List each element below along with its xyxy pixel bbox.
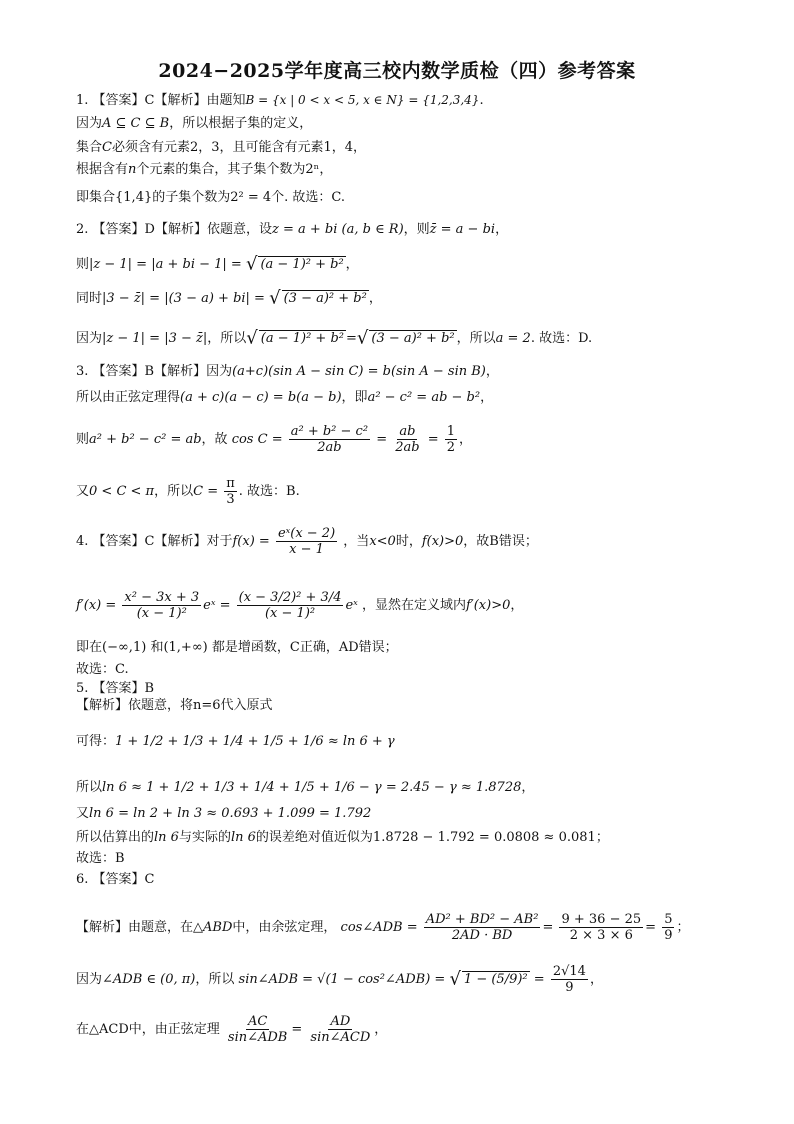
fraction — [559, 912, 643, 943]
q1-line-1: 1. 【答案】C【解析】由题知B = {x | 0 < x < 5, x ∈ N} = {1,2,3,4}. — [76, 93, 484, 108]
denominator: 2ab — [395, 440, 420, 455]
fraction — [445, 424, 457, 455]
q3-line-1 — [76, 364, 499, 380]
denominator: (x − 1)² — [136, 606, 187, 621]
text: 所以估算出的 — [76, 830, 155, 845]
fraction — [276, 526, 337, 557]
q1-line-2 — [76, 116, 312, 132]
numerator: π — [226, 476, 235, 491]
text: ，所以 — [456, 331, 496, 346]
math: = — [645, 920, 657, 935]
math: sin∠ADB = √(1 − cos²∠ADB) = — [238, 972, 446, 987]
math: A ⊆ C ⊆ B — [102, 116, 170, 131]
math: f′(x) = — [76, 598, 117, 613]
math: ln 6 = ln 2 + ln 3 ≈ 0.693 + 1.099 = 1.792 — [89, 806, 372, 821]
text: 即集合 — [76, 190, 116, 205]
q5-line-7: 故选：B — [76, 851, 125, 866]
denominator: 2AD · BD — [451, 928, 513, 943]
numerator: 5 — [664, 912, 673, 927]
sqrt-icon: √ — [356, 327, 369, 349]
text: ， — [485, 364, 499, 379]
math: z̄ = a − bi — [429, 222, 496, 237]
math: (a + c)(a − c) = b(a − b) — [180, 390, 342, 405]
denominator: x − 1 — [289, 542, 324, 557]
math: x<0 — [369, 534, 396, 549]
text: 根据含有 — [76, 162, 129, 177]
math: z = a + bi (a, b ∈ R) — [271, 222, 404, 237]
numerator: 2√14 — [552, 964, 586, 979]
text: ， — [589, 972, 603, 987]
math: |3 − z̄| = |(3 − a) + bi| = — [102, 291, 265, 306]
text: 必须含有元素2，3，且可能含有元素1，4， — [111, 140, 367, 155]
fraction — [393, 424, 421, 455]
q6-line-2 — [76, 912, 690, 943]
denominator: 9 — [664, 928, 673, 943]
math: 1.8728 − 1.792 = 0.0808 ≈ 0.081 — [372, 830, 596, 845]
q4-line-1 — [76, 526, 538, 557]
text: ； — [595, 830, 609, 845]
q3-head: 3. 【答案】B【解析】因为 — [76, 364, 233, 379]
denominator: 2 — [446, 440, 456, 455]
q2-head: 2. 【答案】D【解析】依题意，设 — [76, 222, 272, 237]
numerator: x² − 3x + 3 — [124, 590, 200, 605]
text: 即在 — [76, 640, 103, 655]
text: ，当 — [343, 534, 370, 549]
q5-line-5 — [76, 806, 371, 822]
math: = — [345, 331, 357, 346]
text: ， — [374, 1022, 388, 1037]
text: ； — [676, 920, 690, 935]
text: . 故选：B. — [238, 484, 300, 499]
q5-line-2: 【解析】依题意，将n=6代入原式 — [76, 698, 273, 713]
q6-line-4 — [76, 1014, 387, 1045]
text: 因为 — [76, 331, 103, 346]
text: ，故B错误； — [463, 534, 538, 549]
fraction — [122, 590, 201, 621]
fraction — [237, 590, 344, 621]
math: = — [427, 432, 439, 447]
text: 在△ACD中，由正弦定理 — [76, 1022, 220, 1037]
math: {1,4} — [115, 190, 153, 205]
numerator: (x − 3/2)² + 3/4 — [238, 590, 342, 605]
q3-line-2 — [76, 390, 493, 406]
math: a² + b² − c² = ab — [89, 432, 202, 447]
q6-line-3: 因为∠ADB ∈ (0, π)，所以 sin∠ADB = √(1 − cos²∠ADB) = √ 1 − (5/9)² = $\frac{2√14}{9}$ ， — [76, 964, 603, 995]
text: ，故 — [201, 432, 228, 447]
text: 同时 — [76, 291, 103, 306]
math: (−∞,1) — [102, 640, 147, 655]
text: 和 — [150, 640, 164, 655]
text: ， — [510, 598, 524, 613]
q2-line-2 — [76, 253, 359, 275]
fraction — [226, 1014, 289, 1045]
math: (3 − a)² + b² — [371, 331, 455, 346]
math: 1 − (5/9)² — [463, 972, 528, 987]
page-title: 2024−2025学年度高三校内数学质检（四）参考答案 — [158, 60, 636, 82]
text: 集合 — [76, 140, 103, 155]
math: ln 6 ≈ 1 + 1/2 + 1/3 + 1/4 + 1/5 + 1/6 − γ = 2.45 − γ ≈ 1.8728 — [102, 780, 522, 795]
text: ， — [495, 222, 509, 237]
q5-line-1: 5. 【答案】B — [76, 681, 155, 696]
text: ， — [480, 390, 494, 405]
math: |z − 1| = |3 − z̄| — [102, 331, 208, 346]
denominator: 9 — [565, 980, 574, 995]
text: ，则 — [403, 222, 430, 237]
q1-line-5 — [76, 190, 345, 206]
numerator: AC — [247, 1014, 268, 1029]
sqrt-icon: √ — [246, 327, 258, 349]
text: 则 — [76, 432, 90, 447]
numerator: 9 + 36 − 25 — [561, 912, 642, 927]
denominator: 2 × 3 × 6 — [569, 928, 633, 943]
math: = — [291, 1022, 303, 1037]
text: ，所以 — [154, 484, 194, 499]
sqrt-icon: √ — [245, 253, 258, 275]
fraction — [224, 476, 237, 507]
math: 2² = 4 — [230, 190, 272, 205]
math: C = — [193, 484, 219, 499]
math: ln 6 — [154, 830, 179, 845]
q5-line-4 — [76, 780, 534, 796]
q5-line-6 — [76, 830, 609, 846]
q1-set-def: B = {x | 0 < x < 5, x ∈ N} = {1,2,3,4} — [245, 93, 480, 107]
math: f(x)>0 — [421, 534, 464, 549]
fraction — [551, 964, 588, 995]
text: ，所以 — [195, 972, 235, 987]
text: ，即 — [341, 390, 368, 405]
numerator: a² + b² − c² — [290, 424, 369, 439]
denominator: (x − 1)² — [264, 606, 316, 621]
numerator: AD² + BD² − AB² — [425, 912, 539, 927]
math: f′(x)>0 — [465, 598, 511, 613]
text: 个. 故选：C. — [271, 190, 346, 205]
q2-line-4 — [76, 327, 593, 349]
math: eˣ = — [203, 598, 231, 613]
text: 【解析】由题意，在 — [76, 920, 194, 935]
math: ln 6 — [230, 830, 256, 845]
text: ， — [521, 780, 535, 795]
denominator: sin∠ADB — [227, 1030, 288, 1045]
fraction — [308, 1014, 372, 1045]
numerator: 1 — [446, 424, 456, 439]
text: 因为 — [76, 972, 103, 987]
fraction — [289, 424, 370, 455]
denominator: 3 — [226, 492, 235, 507]
q5-line-3 — [76, 734, 395, 750]
math: △ABD — [193, 920, 233, 935]
math: 1 + 1/2 + 1/3 + 1/4 + 1/5 + 1/6 ≈ ln 6 + γ — [115, 734, 395, 749]
math: 2ⁿ — [305, 162, 320, 177]
text: 与实际的 — [178, 830, 231, 845]
text: ， — [368, 291, 382, 306]
text: 时， — [395, 534, 422, 549]
q4-line-2 — [76, 590, 523, 621]
q2-line-3 — [76, 287, 382, 309]
math: eˣ — [345, 598, 358, 613]
denominator: 2ab — [317, 440, 342, 455]
text: ，显然在定义域内 — [361, 598, 466, 613]
sqrt-icon: √ — [269, 287, 281, 309]
text: ，所以 — [207, 331, 247, 346]
q1-line-3 — [76, 140, 366, 156]
q1-head: 1. 【答案】C【解析】由题知 — [76, 93, 246, 108]
q4-head: 4. 【答案】C【解析】对于 — [76, 534, 233, 549]
math: a² − c² = ab − b² — [367, 390, 481, 405]
text: 可得： — [76, 734, 116, 749]
text: 因为 — [76, 116, 103, 131]
text: ， — [319, 162, 333, 177]
math: 0 < C < π — [89, 484, 155, 499]
text: ，所以根据子集的定义， — [169, 116, 313, 131]
math: a = 2 — [495, 331, 531, 346]
math: (3 − a)² + b² — [283, 291, 367, 306]
sqrt-icon: √ — [449, 968, 461, 990]
denominator: sin∠ACD — [310, 1030, 371, 1045]
text: 中，由余弦定理， — [232, 920, 337, 935]
text: 的误差绝对值近似为 — [255, 830, 373, 845]
q1-line-4 — [76, 162, 332, 178]
math: = — [376, 432, 388, 447]
text: 所以 — [76, 780, 103, 795]
math: (a − 1)² + b² — [260, 331, 344, 346]
text: 又 — [76, 484, 90, 499]
text: 个元素的集合，其子集个数为 — [136, 162, 306, 177]
q4-line-3 — [76, 640, 398, 656]
math: (a+c)(sin A − sin C) = b(sin A − sin B) — [232, 364, 486, 379]
numerator: AD — [330, 1014, 351, 1029]
fraction — [424, 912, 541, 943]
math: (a − 1)² + b² — [260, 257, 344, 272]
fraction — [662, 912, 674, 943]
q2-line-1 — [76, 222, 508, 238]
text: . 故选：D. — [530, 331, 593, 346]
q4-line-4: 故选：C. — [76, 662, 129, 677]
math: (1,+∞) — [163, 640, 208, 655]
text: 的子集个数为 — [152, 190, 231, 205]
math: = — [542, 920, 554, 935]
numerator: eˣ(x − 2) — [277, 526, 336, 541]
numerator: ab — [399, 424, 416, 439]
q6-line-1: 6. 【答案】C — [76, 872, 155, 887]
text: 又 — [76, 806, 90, 821]
text: 所以由正弦定理得 — [76, 390, 181, 405]
math: cos∠ADB = — [340, 920, 418, 935]
math: ∠ADB ∈ (0, π) — [102, 972, 196, 987]
math: cos C = — [231, 432, 283, 447]
text: ， — [459, 432, 473, 447]
math: C — [102, 140, 112, 155]
q3-line-4 — [76, 476, 300, 507]
text: ， — [345, 257, 359, 272]
text: 都是增函数，C正确，AD错误； — [211, 640, 398, 655]
math: |z − 1| = |a + bi − 1| = — [89, 257, 242, 272]
math: f(x) = — [232, 534, 270, 549]
math: n — [128, 162, 137, 177]
q3-line-3 — [76, 424, 472, 455]
text: 则 — [76, 257, 90, 272]
